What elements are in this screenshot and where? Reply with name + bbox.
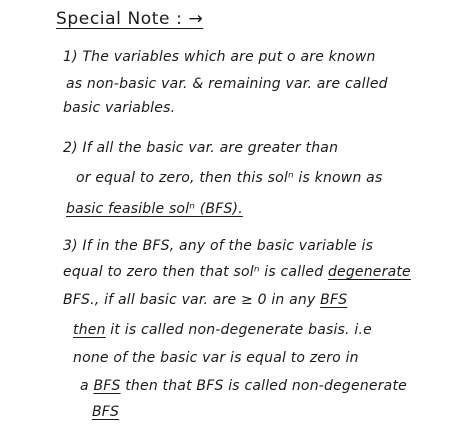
note-2-line-2: or equal to zero, then this solⁿ is known as (76, 170, 383, 186)
note-1-line-3: basic variables. (63, 100, 176, 116)
note-1-line-1: 1) The variables which are put o are known (63, 49, 376, 65)
arrow-icon: → (188, 9, 204, 29)
note-3-line-4 (73, 322, 372, 338)
note-3-line-3 (63, 292, 347, 308)
bfs-term: BFS (320, 292, 348, 308)
note-1-line-2: as non-basic var. & remaining var. are called (66, 76, 388, 92)
note-3-line-3-text: BFS., if all basic var. are ≥ 0 in any (63, 292, 321, 308)
heading-line (56, 9, 203, 29)
note-3-line-2-text: equal to zero then that solⁿ is called (63, 264, 328, 280)
note-3-line-1: 3) If in the BFS, any of the basic variable is (63, 238, 374, 254)
heading-title: Special Note : (56, 9, 183, 29)
note-3-line-6 (80, 378, 407, 394)
note-2-line-3: basic feasible solⁿ (BFS). (66, 201, 243, 217)
note-3-line-6-prefix: a (80, 378, 94, 394)
note-3-line-2 (63, 264, 411, 280)
note-3-line-5: none of the basic var is equal to zero in (73, 350, 359, 366)
note-3-line-6-text: then that BFS is called non-degenerate (120, 378, 407, 394)
note-3-line-7: BFS (92, 404, 120, 420)
note-2-line-1: 2) If all the basic var. are greater than (63, 140, 339, 156)
then-term: then (73, 322, 106, 338)
bfs-term-2: BFS (93, 378, 121, 394)
degenerate-term: degenerate (327, 264, 411, 280)
note-3-line-4-text: it is called non-degenerate basis. i.e (105, 322, 372, 338)
